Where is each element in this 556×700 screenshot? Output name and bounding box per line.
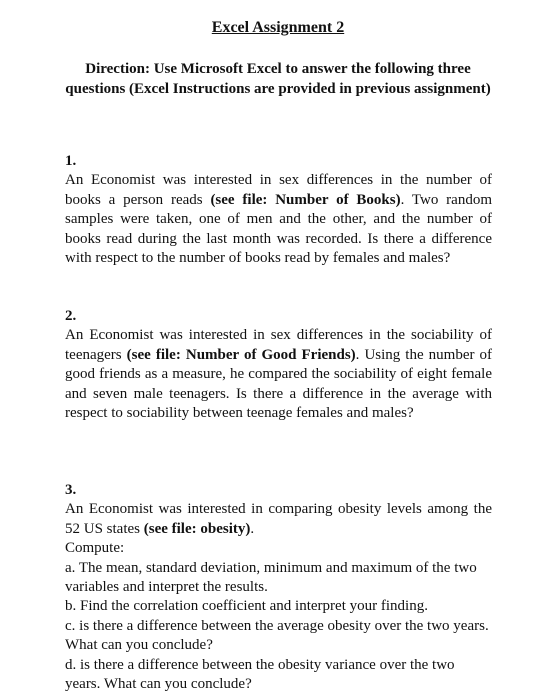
question-2-file-reference: (see file: Number of Good Friends) bbox=[126, 346, 356, 363]
page-title: Excel Assignment 2 bbox=[211, 19, 345, 36]
question-2 bbox=[65, 307, 492, 423]
question-1 bbox=[65, 152, 492, 268]
question-3-item-a: a. The mean, standard deviation, minimum and maximum of the two variables and interpret the results. bbox=[65, 559, 477, 596]
direction-text: Direction: Use Microsoft Excel to answer the following three questions (Excel Instructions are provided in previous assignment) bbox=[65, 61, 491, 97]
question-3-item-b: b. Find the correlation coefficient and interpret your finding. bbox=[65, 598, 428, 615]
question-1-number: 1. bbox=[65, 153, 77, 169]
question-1-text: An Economist was interested in sex differences in the number of books a person reads (see file: Number of Books). Two random samples were taken, one of men and the other, and the number of books read during the last month was recorded. Is there a difference with respect to the number of books read by females and males? bbox=[65, 172, 492, 267]
question-3-text: An Economist was interested in comparing obesity levels among the 52 US states (see file: obesity). bbox=[65, 501, 492, 537]
question-3-compute-label: Compute: bbox=[65, 540, 125, 557]
question-3-number: 3. bbox=[65, 482, 77, 498]
question-3-item-c: c. is there a difference between the average obesity over the two years. What can you conclude? bbox=[65, 617, 489, 654]
question-3-item-d: d. is there a difference between the obesity variance over the two years. What can you conclude? bbox=[65, 656, 455, 693]
question-2-text: An Economist was interested in sex differences in the sociability of teenagers (see file: Number of Good Friends). Using the number of good friends as a measure, he compared the sociability of eight female and seven male teenagers. Is there a difference in the average with respect to sociability between teenage females and males? bbox=[65, 327, 493, 422]
question-3-file-reference: (see file: obesity) bbox=[143, 520, 251, 537]
question-1-file-reference: (see file: Number of Books) bbox=[210, 191, 401, 208]
question-3 bbox=[65, 481, 492, 694]
question-2-number: 2. bbox=[65, 308, 77, 324]
